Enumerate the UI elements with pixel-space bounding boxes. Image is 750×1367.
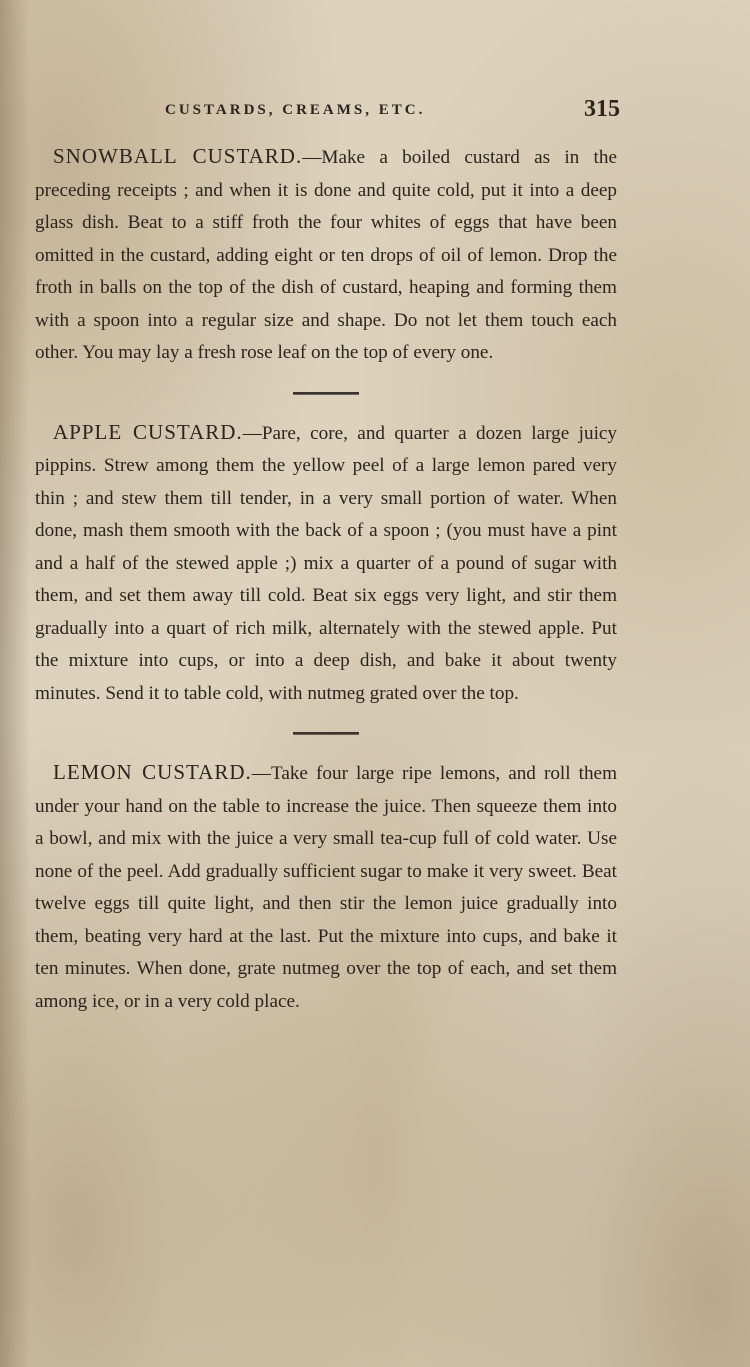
recipe-title: SNOWBALL CUSTARD. bbox=[53, 144, 303, 168]
recipe-text: —Take four large ripe lemons, and roll them under your hand on the table to increase the juice. Then squeeze them into a bowl, and mix with the juice a very small tea-cup full of cold water. Use none of the peel. Add gradually sufficient sugar to make it very sweet. Beat twelve eggs till quite light, and then stir the lemon juice gradually into them, beating very hard at the last. Put the mixture into cups, and bake it ten minutes. When done, grate nutmeg over the top of each, and set them among ice, or in a very cold place. bbox=[35, 763, 617, 1012]
recipe-title: LEMON CUSTARD. bbox=[53, 760, 252, 784]
recipe-lemon-custard bbox=[35, 756, 617, 1018]
recipe-snowball-custard bbox=[35, 140, 617, 370]
recipe-text: —Pare, core, and quarter a dozen large juicy pippins. Strew among them the yellow peel of a large lemon pared very thin ; and stew them till tender, in a very small portion of water. When done, mash them smooth with the back of a spoon ; (you must have a pint and a half of the stewed apple ;) mix a quarter of a pound of sugar with them, and set them away till cold. Beat six eggs very light, and stir them gradually into a quart of rich milk, alternately with the stewed apple. Put the mixture into cups, or into a deep dish, and bake it about twenty minutes. Send it to table cold, with nutmeg grated over the top. bbox=[35, 422, 618, 704]
page-number: 315 bbox=[584, 96, 620, 122]
section-divider bbox=[293, 392, 359, 395]
section-divider bbox=[293, 732, 359, 735]
page-header bbox=[165, 98, 620, 128]
recipe-title: APPLE CUSTARD. bbox=[53, 419, 243, 444]
running-head: CUSTARDS, CREAMS, ETC. bbox=[165, 102, 426, 118]
recipe-apple-custard bbox=[35, 416, 617, 711]
page-body bbox=[35, 140, 617, 1018]
recipe-text: —Make a boiled custard as in the preceding receipts ; and when it is done and quite cold, put it into a deep glass dish. Beat to a stiff froth the four whites of eggs that have been omitted in the custard, adding eight or ten drops of oil of lemon. Drop the froth in balls on the top of the dish of custard, heaping and forming them with a spoon into a regular size and shape. Do not let them touch each other. You may lay a fresh rose leaf on the top of every one. bbox=[35, 147, 617, 363]
